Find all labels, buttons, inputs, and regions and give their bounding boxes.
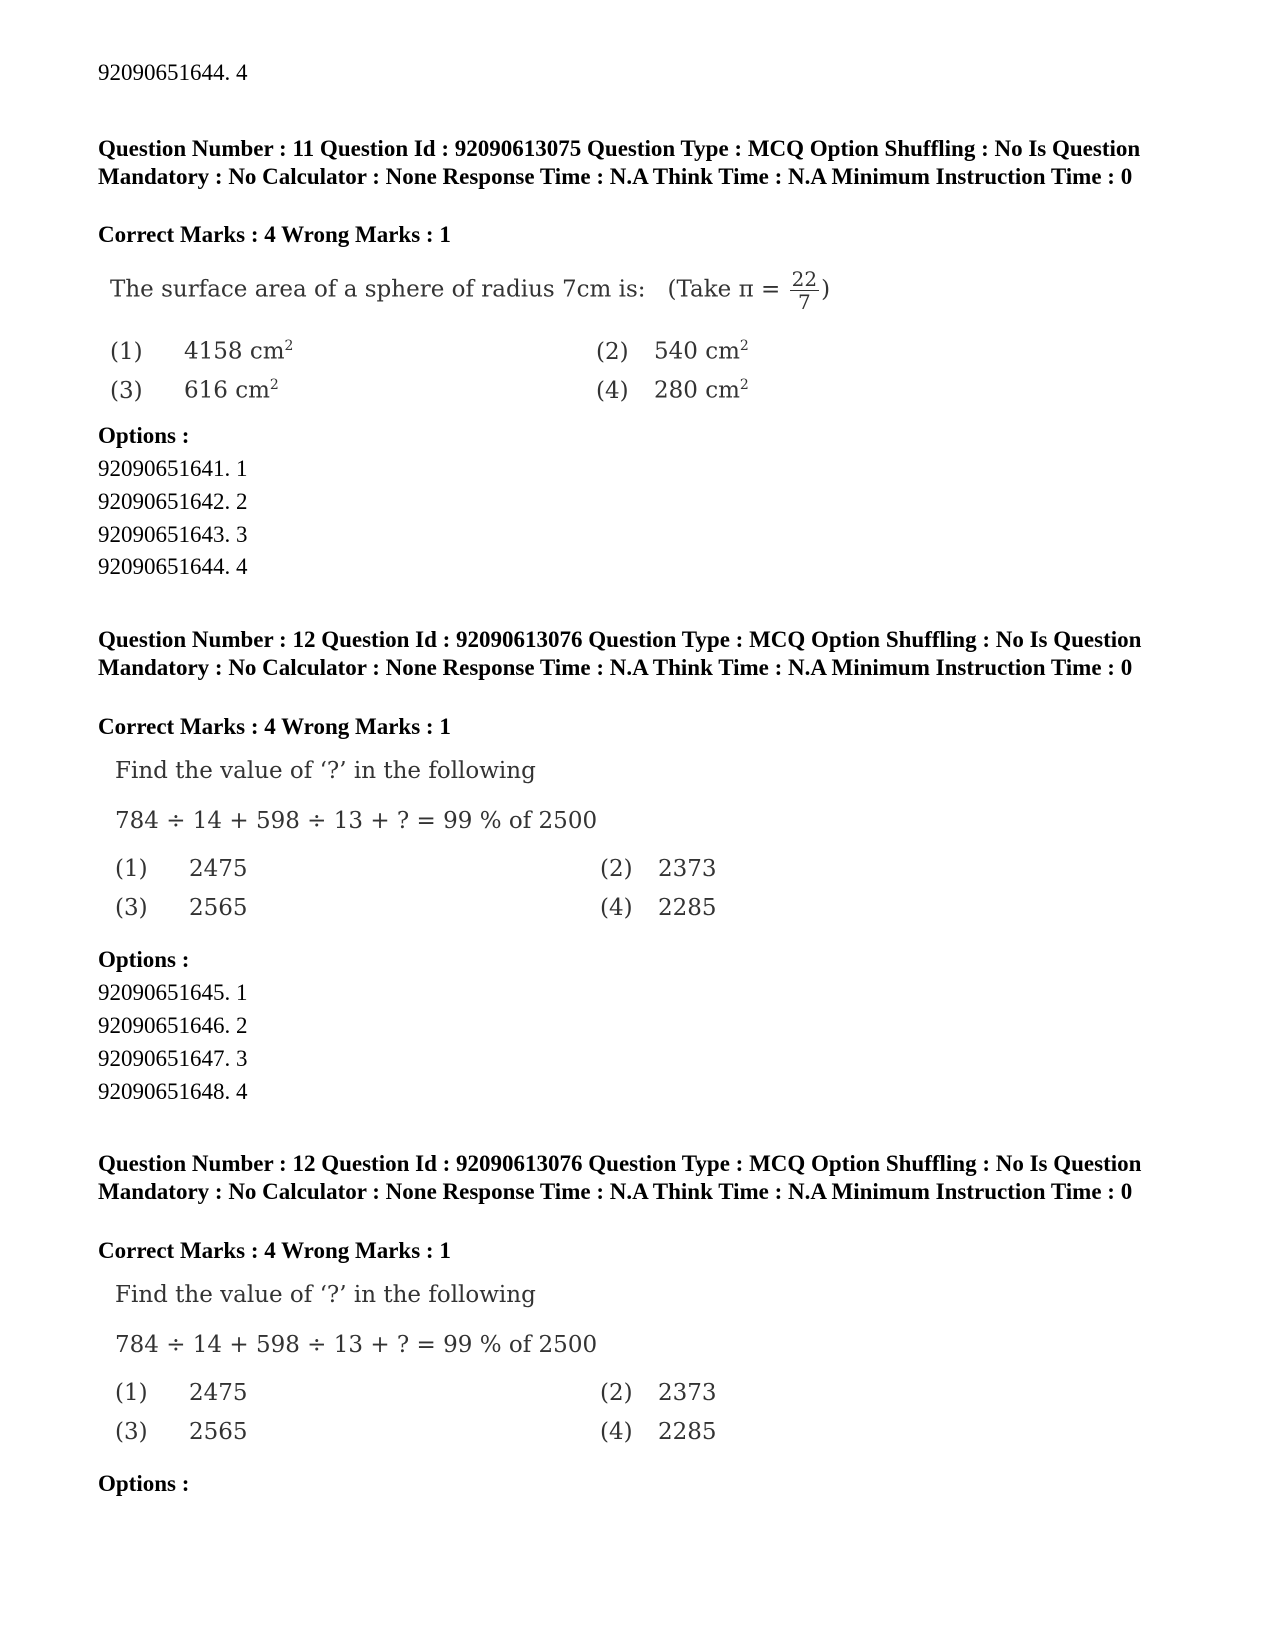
answer-choice-4 xyxy=(596,377,749,404)
question-marks: Correct Marks : 4 Wrong Marks : 1 xyxy=(98,714,451,739)
choice-exponent: 2 xyxy=(269,377,279,393)
option-id-line: 92090651642. 2 xyxy=(98,489,248,514)
stem-note-suffix: ) xyxy=(821,276,831,303)
option-id-line: 92090651641. 1 xyxy=(98,456,248,481)
choice-number: (3) xyxy=(115,895,148,921)
choice-number: (4) xyxy=(600,1419,633,1445)
choice-number: (4) xyxy=(600,895,633,921)
option-id-line: 92090651644. 4 xyxy=(98,554,248,579)
choice-number: (2) xyxy=(600,856,633,882)
option-id-line: 92090651647. 3 xyxy=(98,1046,248,1071)
choice-value: 2475 xyxy=(189,1380,248,1406)
question-meta: Question Number : 12 Question Id : 92090613076 Question Type : MCQ Option Shuffling : No Is Question Mandatory : No Calculator : None Response Time : N.A Think Time : N.A Minimum Instruction Time : 0 xyxy=(98,1151,1142,1204)
question-meta: Question Number : 12 Question Id : 92090613076 Question Type : MCQ Option Shuffling : No Is Question Mandatory : No Calculator : None Response Time : N.A Think Time : N.A Minimum Instruction Time : 0 xyxy=(98,627,1142,680)
choice-number: (1) xyxy=(115,856,148,882)
choice-value: 2373 xyxy=(658,1380,717,1406)
question-meta: Question Number : 11 Question Id : 92090613075 Question Type : MCQ Option Shuffling : No Is Question Mandatory : No Calculator : None Response Time : N.A Think Time : N.A Minimum Instruction Time : 0 xyxy=(98,136,1141,189)
fraction-numerator: 22 xyxy=(791,267,818,291)
choice-value: 616 cm xyxy=(184,377,270,404)
answer-choice-1 xyxy=(115,856,248,882)
option-id-line: 92090651644. 4 xyxy=(98,60,248,85)
answer-choice-2 xyxy=(596,338,749,365)
question-stem: Find the value of ‘?’ in the following xyxy=(115,1282,536,1308)
question-equation: 784 ÷ 14 + 598 ÷ 13 + ? = 99 % of 2500 xyxy=(115,1332,598,1358)
fraction-denominator: 7 xyxy=(797,290,811,314)
choice-exponent: 2 xyxy=(284,338,294,354)
option-id-line: 92090651648. 4 xyxy=(98,1079,248,1104)
option-id-line: 92090651645. 1 xyxy=(98,980,248,1005)
answer-choice-3 xyxy=(115,1419,248,1445)
question-stem-text: The surface area of a sphere of radius 7cm is: xyxy=(110,276,646,303)
choice-value: 2285 xyxy=(658,1419,717,1445)
question-marks: Correct Marks : 4 Wrong Marks : 1 xyxy=(98,1238,451,1263)
choice-value: 2285 xyxy=(658,895,717,921)
stem-note-prefix: (Take π = xyxy=(667,276,781,303)
options-label: Options : xyxy=(98,947,190,972)
choice-number: (3) xyxy=(110,377,143,404)
answer-choice-4 xyxy=(600,895,717,921)
choice-number: (3) xyxy=(115,1419,148,1445)
choice-value: 540 cm xyxy=(654,338,740,365)
options-label: Options : xyxy=(98,1471,190,1496)
choice-value: 2565 xyxy=(189,1419,248,1445)
answer-choice-3 xyxy=(110,377,279,404)
choice-number: (2) xyxy=(596,338,629,365)
choice-number: (4) xyxy=(596,377,629,404)
answer-choice-4 xyxy=(600,1419,717,1445)
choice-number: (2) xyxy=(600,1380,633,1406)
answer-choice-1 xyxy=(110,338,293,365)
options-label: Options : xyxy=(98,423,190,448)
pi-fraction xyxy=(790,268,819,313)
question-equation: 784 ÷ 14 + 598 ÷ 13 + ? = 99 % of 2500 xyxy=(115,808,598,834)
choice-exponent: 2 xyxy=(739,377,749,393)
choice-number: (1) xyxy=(115,1380,148,1406)
option-id-line: 92090651643. 3 xyxy=(98,522,248,547)
answer-choice-2 xyxy=(600,856,717,882)
choice-value: 4158 cm xyxy=(184,338,285,365)
choice-value: 2373 xyxy=(658,856,717,882)
answer-choice-2 xyxy=(600,1380,717,1406)
answer-choice-1 xyxy=(115,1380,248,1406)
choice-number: (1) xyxy=(110,338,143,365)
question-marks: Correct Marks : 4 Wrong Marks : 1 xyxy=(98,222,451,247)
option-id-line: 92090651646. 2 xyxy=(98,1013,248,1038)
answer-choice-3 xyxy=(115,895,248,921)
choice-value: 2565 xyxy=(189,895,248,921)
choice-value: 280 cm xyxy=(654,377,740,404)
question-stem: Find the value of ‘?’ in the following xyxy=(115,758,536,784)
choice-value: 2475 xyxy=(189,856,248,882)
question-stem xyxy=(110,268,830,313)
choice-exponent: 2 xyxy=(739,338,749,354)
